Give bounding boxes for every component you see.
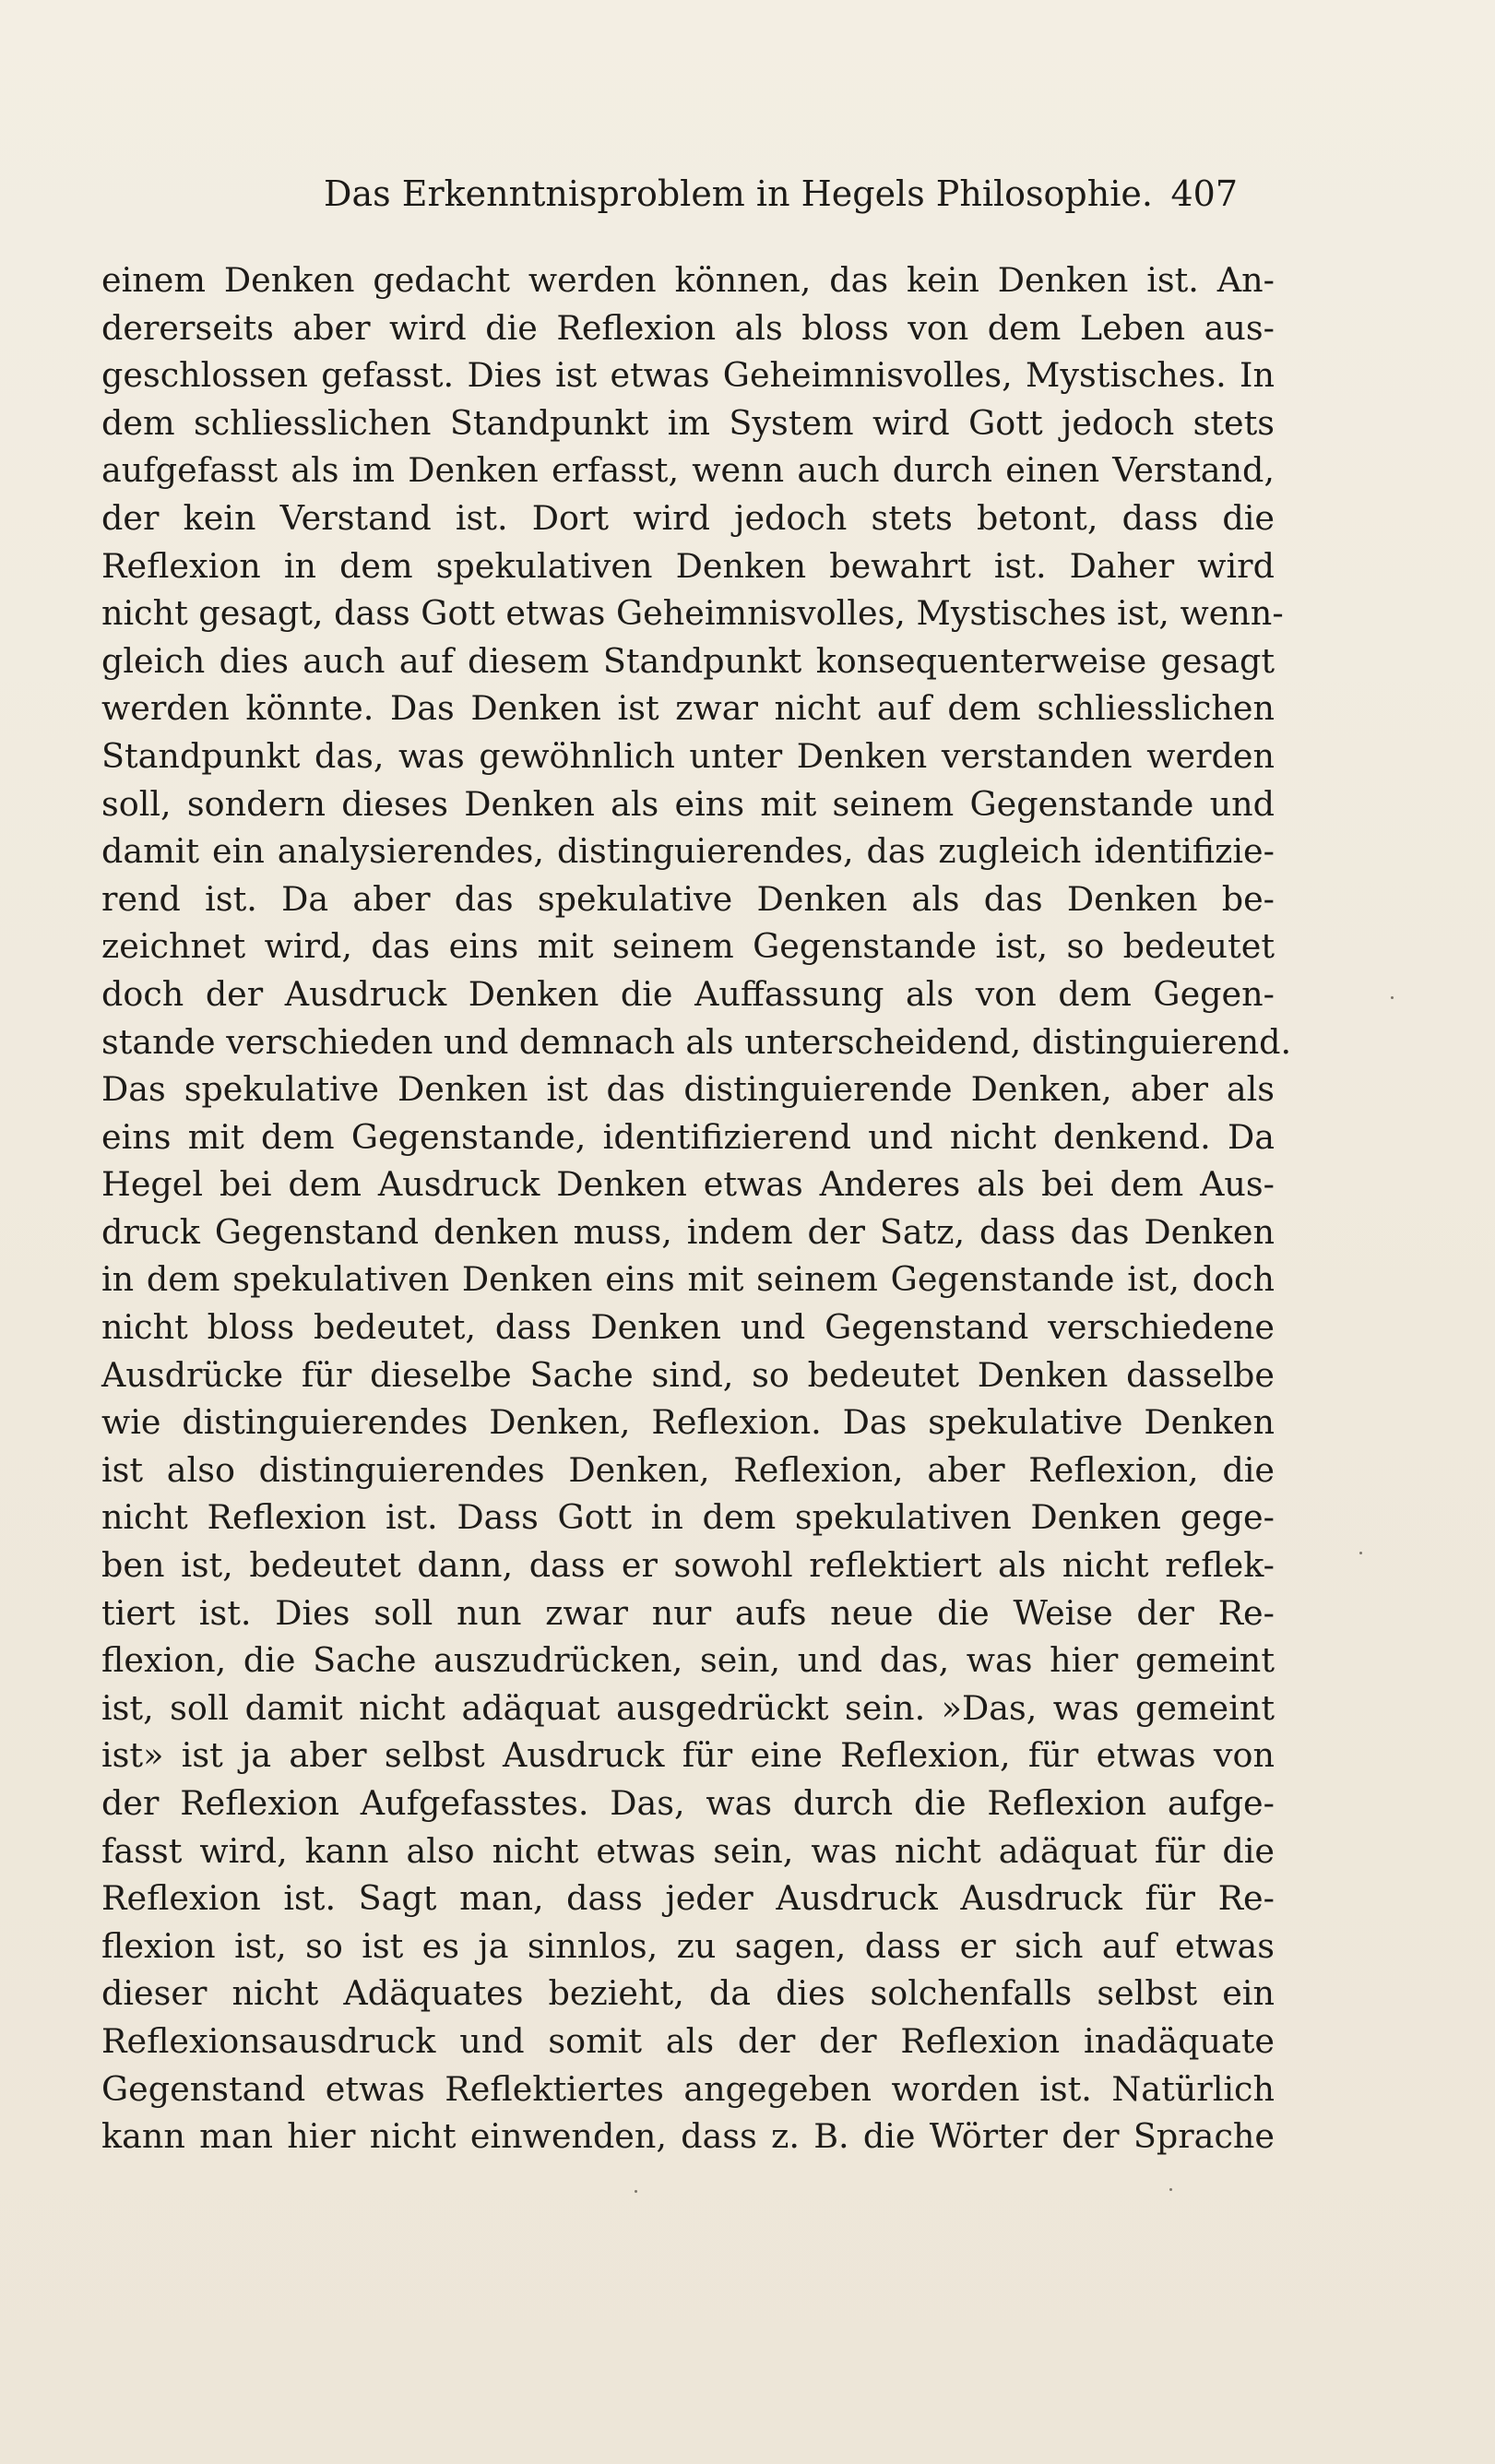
text-line: Ausdrücke für dieselbe Sache sind, so bedeutet Denken dasselbe <box>101 1354 1275 1395</box>
text-line: doch der Ausdruck Denken die Auffassung als von dem Gegen- <box>101 973 1275 1014</box>
text-line: der kein Verstand ist. Dort wird jedoch stets betont, dass die <box>101 497 1275 538</box>
text-line: kann man hier nicht einwenden, dass z. B. die Wörter der Sprache <box>101 2116 1275 2157</box>
text-line: nicht Reflexion ist. Dass Gott in dem spekulativen Denken gege- <box>101 1497 1275 1538</box>
text-line: ist also distinguierendes Denken, Reflexion, aber Reflexion, die <box>101 1449 1275 1490</box>
text-line: soll, sondern dieses Denken als eins mit seinem Gegenstande und <box>101 783 1275 824</box>
text-line: flexion ist, so ist es ja sinnlos, zu sagen, dass er sich auf etwas <box>101 1925 1275 1966</box>
text-line: Reflexionsausdruck und somit als der der Reflexion inadäquate <box>101 2020 1275 2061</box>
scan-speck <box>635 2190 637 2193</box>
text-line: eins mit dem Gegenstande, identifizierend und nicht denkend. Da <box>101 1116 1275 1157</box>
text-line: Hegel bei dem Ausdruck Denken etwas Anderes als bei dem Aus- <box>101 1164 1275 1205</box>
text-line: Reflexion in dem spekulativen Denken bewahrt ist. Daher wird <box>101 545 1275 586</box>
text-line: damit ein analysierendes, distinguierendes, das zugleich identifizie- <box>101 831 1275 872</box>
running-header <box>101 168 1238 220</box>
running-title: Das Erkenntnisproblem in Hegels Philosophie. <box>324 173 1153 214</box>
text-line: geschlossen gefasst. Dies ist etwas Geheimnisvolles, Mystisches. In <box>101 355 1275 396</box>
scan-speck <box>1169 2188 1172 2191</box>
text-line: ist, soll damit nicht adäquat ausgedrückt sein. »Das, was gemeint <box>101 1687 1275 1728</box>
text-line: rend ist. Da aber das spekulative Denken als das Denken be- <box>101 878 1275 919</box>
text-line: werden könnte. Das Denken ist zwar nicht auf dem schliesslichen <box>101 688 1275 729</box>
scan-speck <box>1391 996 1394 999</box>
scan-speck <box>1359 1552 1362 1554</box>
text-line: dererseits aber wird die Reflexion als bloss von dem Leben aus- <box>101 307 1275 348</box>
text-line: zeichnet wird, das eins mit seinem Gegenstande ist, so bedeutet <box>101 926 1275 967</box>
text-line: der Reflexion Aufgefasstes. Das, was durch die Reflexion aufge- <box>101 1783 1275 1823</box>
text-line: Gegenstand etwas Reflektiertes angegeben worden ist. Natürlich <box>101 2068 1275 2109</box>
page-number: 407 <box>1170 173 1238 214</box>
text-line: fasst wird, kann also nicht etwas sein, was nicht adäquat für die <box>101 1830 1275 1871</box>
text-line: in dem spekulativen Denken eins mit seinem Gegenstande ist, doch <box>101 1259 1275 1300</box>
text-line: ist» ist ja aber selbst Ausdruck für eine Reflexion, für etwas von <box>101 1735 1275 1776</box>
text-line: flexion, die Sache auszudrücken, sein, und das, was hier gemeint <box>101 1640 1275 1681</box>
text-line: gleich dies auch auf diesem Standpunkt konsequenterweise gesagt <box>101 640 1275 681</box>
text-line: Das spekulative Denken ist das distinguierende Denken, aber als <box>101 1069 1275 1110</box>
text-line: dem schliesslichen Standpunkt im System wird Gott jedoch stets <box>101 402 1275 443</box>
text-line: Standpunkt das, was gewöhnlich unter Denken verstanden werden <box>101 735 1275 776</box>
text-line: ben ist, bedeutet dann, dass er sowohl reflektiert als nicht reflek- <box>101 1545 1275 1586</box>
text-line: druck Gegenstand denken muss, indem der Satz, dass das Denken <box>101 1211 1275 1252</box>
text-line: wie distinguierendes Denken, Reflexion. Das spekulative Denken <box>101 1402 1275 1443</box>
text-line: nicht gesagt, dass Gott etwas Geheimnisvolles, Mystisches ist, wenn- <box>101 593 1284 634</box>
text-line: nicht bloss bedeutet, dass Denken und Gegenstand verschiedene <box>101 1307 1275 1348</box>
text-line: aufgefasst als im Denken erfasst, wenn auch durch einen Verstand, <box>101 450 1275 491</box>
text-line: Reflexion ist. Sagt man, dass jeder Ausdruck Ausdruck für Re- <box>101 1878 1275 1919</box>
text-line: tiert ist. Dies soll nun zwar nur aufs neue die Weise der Re- <box>101 1592 1275 1633</box>
body-text <box>101 256 1292 2160</box>
text-line: dieser nicht Adäquates bezieht, da dies solchenfalls selbst ein <box>101 1973 1275 2014</box>
text-line: einem Denken gedacht werden können, das kein Denken ist. An- <box>101 260 1275 300</box>
text-line: stande verschieden und demnach als unterscheidend, distinguierend. <box>101 1021 1292 1062</box>
